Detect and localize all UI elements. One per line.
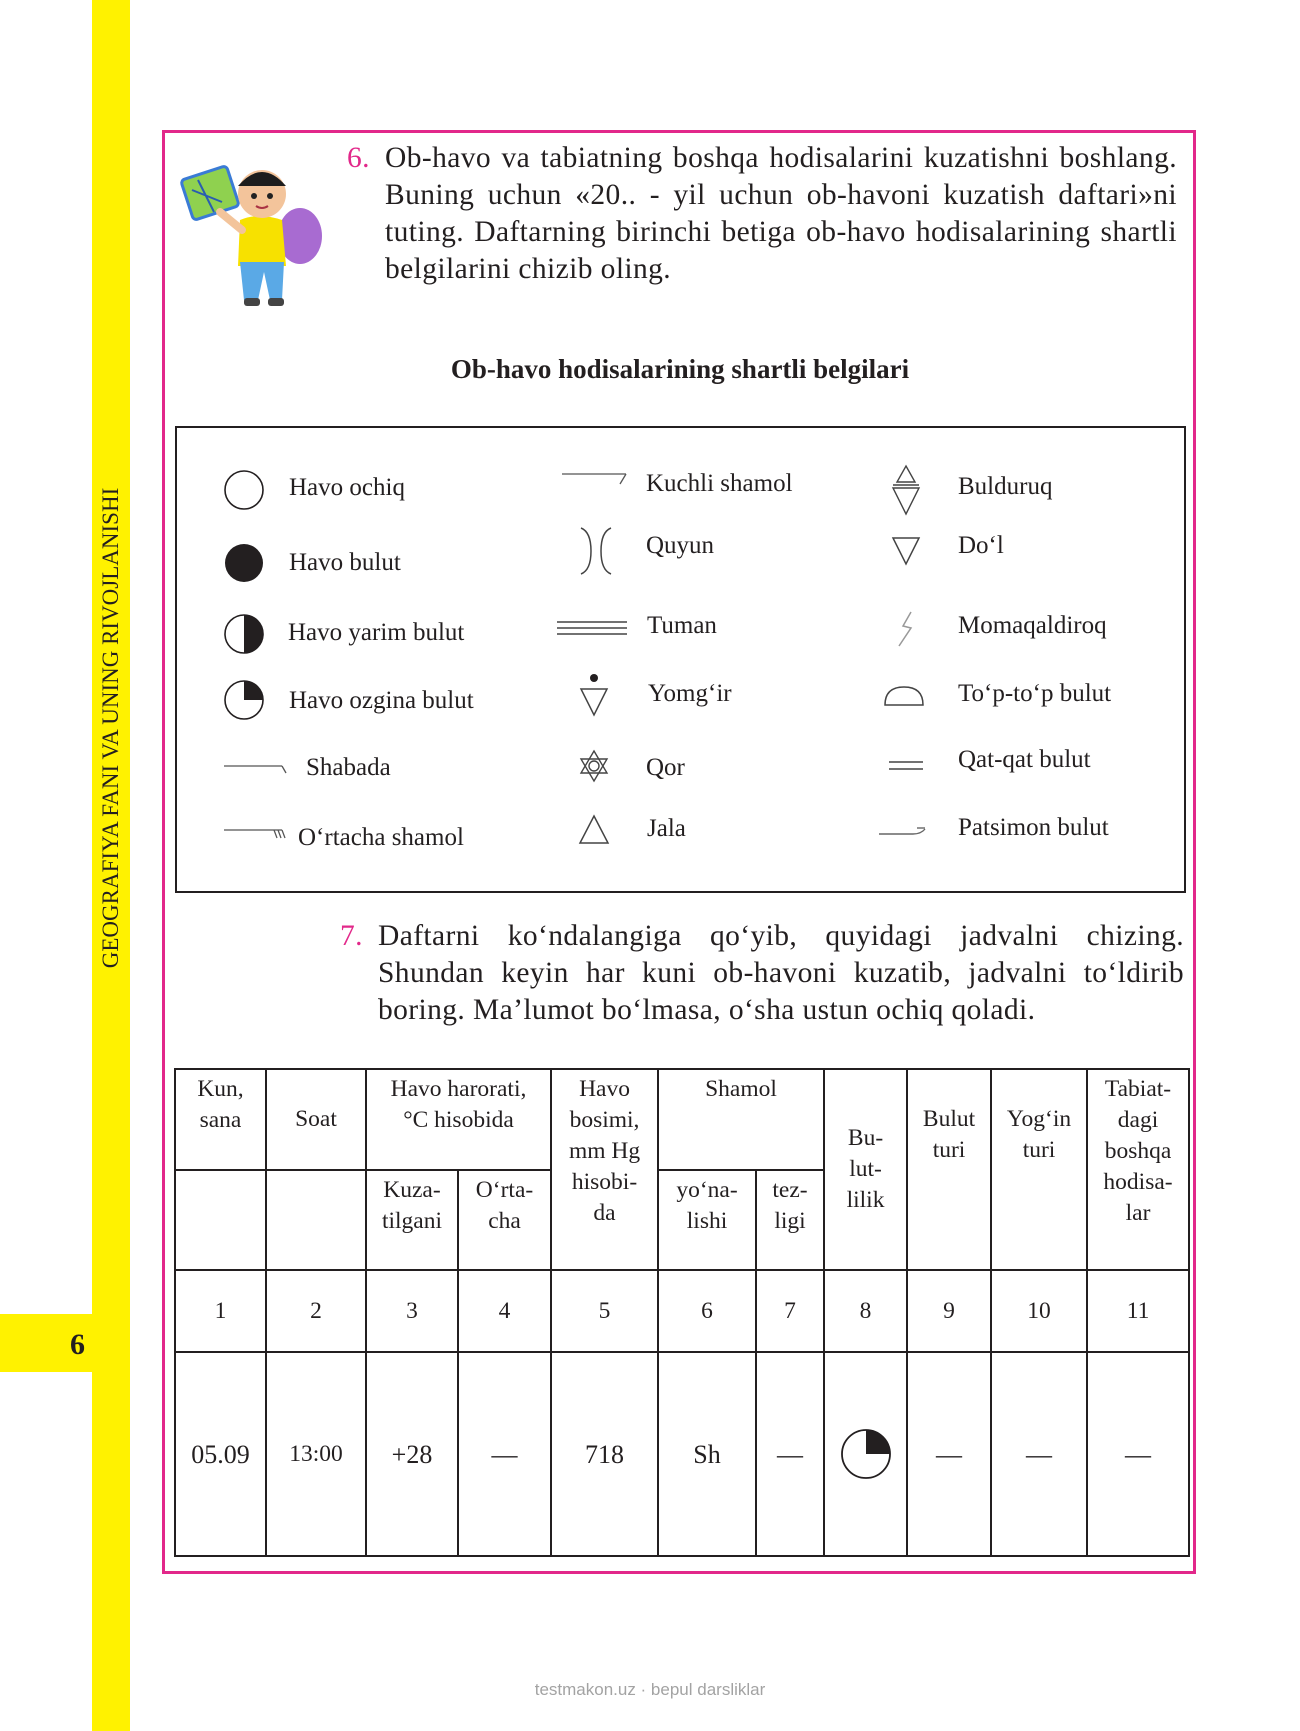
student-illustration	[178, 150, 328, 310]
column-number: 4	[458, 1270, 551, 1352]
header-text: Bulut turi	[922, 1106, 976, 1163]
legend-label: Tuman	[647, 612, 717, 639]
cumulus-icon	[881, 683, 927, 709]
legend-title: Ob-havo hodisalarining shartli belgilari	[450, 354, 910, 384]
moderate-wind-icon	[222, 824, 292, 844]
column-number: 1	[175, 1270, 266, 1352]
hail-icon	[889, 534, 923, 568]
legend-label: Patsimon bulut	[958, 814, 1109, 841]
col-header-direction	[658, 1170, 756, 1270]
column-number: 8	[824, 1270, 907, 1352]
header-text: Soat	[295, 1106, 337, 1132]
header-text: Havo harorati, °C hisobida	[390, 1076, 527, 1133]
col-header-cloud-type	[907, 1069, 991, 1270]
cell-observed-temp: +28	[366, 1352, 458, 1556]
col-header-date	[175, 1069, 266, 1170]
column-number: 2	[266, 1270, 366, 1352]
cell-wind-direction: Sh	[658, 1352, 756, 1556]
whirlwind-icon	[575, 524, 617, 578]
header-text: Bu- lut- lilik	[846, 1125, 885, 1213]
legend-label: Yomg‘ir	[648, 680, 732, 707]
thunder-icon	[889, 608, 923, 650]
slightly-cloudy-icon	[839, 1427, 893, 1481]
clear-sky-icon	[222, 468, 266, 512]
col-header-other-phenomena	[1087, 1069, 1189, 1270]
col-header-time	[266, 1069, 366, 1170]
cell-pressure: 718	[551, 1352, 658, 1556]
legend-label: To‘p-to‘p bulut	[958, 680, 1112, 707]
legend-label: Jala	[647, 815, 686, 842]
half-cloudy-icon	[222, 612, 266, 656]
header-empty	[266, 1170, 366, 1270]
legend-label: Momaqaldiroq	[958, 612, 1107, 639]
column-numbers-row	[175, 1270, 1189, 1352]
header-text: Havo bosimi, mm Hg hisobi- da	[568, 1076, 641, 1226]
legend-label: Do‘l	[958, 532, 1004, 559]
header-empty	[175, 1170, 266, 1270]
observation-table	[174, 1068, 1190, 1557]
task-7-text: Daftarni ko‘ndalangiga qo‘yib, quyidagi jadvalni chizing. Shundan keyin har kuni ob-havoni kuzatib, jadvalni to‘ldirib boring. Ma’lumot bo‘lmasa, o‘sha ustun ochiq qoladi.	[378, 920, 1184, 1026]
task-6	[347, 140, 1177, 288]
col-header-precipitation	[991, 1069, 1087, 1270]
legend-label: O‘rtacha shamol	[298, 824, 464, 851]
header-text: Kuza- tilgani	[381, 1177, 443, 1234]
header-text: Kun, sana	[197, 1076, 244, 1133]
header-text: tez- ligi	[772, 1177, 808, 1234]
col-header-average	[458, 1170, 551, 1270]
page-number: 6	[70, 1328, 85, 1361]
cell-other-phenomena: —	[1087, 1352, 1189, 1556]
chapter-title	[92, 0, 130, 1731]
task-6-number: 6.	[347, 142, 370, 174]
col-header-observed	[366, 1170, 458, 1270]
col-header-temperature	[366, 1069, 551, 1170]
cell-time: 13:00	[266, 1352, 366, 1556]
legend-label: Havo ozgina bulut	[289, 687, 474, 714]
breeze-icon	[222, 758, 292, 778]
column-number: 3	[366, 1270, 458, 1352]
legend-label: Shabada	[306, 754, 391, 781]
page-number-box	[0, 1314, 130, 1372]
legend-label: Qor	[646, 754, 685, 781]
header-text: Tabiat- dagi boshqa hodisa- lar	[1103, 1076, 1173, 1226]
column-number: 6	[658, 1270, 756, 1352]
column-number: 7	[756, 1270, 824, 1352]
column-number: 11	[1087, 1270, 1189, 1352]
cell-average-temp: —	[458, 1352, 551, 1556]
cirrus-icon	[877, 822, 929, 840]
column-number: 9	[907, 1270, 991, 1352]
fog-icon	[555, 618, 629, 638]
col-header-speed	[756, 1170, 824, 1270]
cell-date: 05.09	[175, 1352, 266, 1556]
legend-label: Bulduruq	[958, 473, 1053, 500]
column-number: 10	[991, 1270, 1087, 1352]
column-number: 5	[551, 1270, 658, 1352]
sleet-icon	[889, 464, 923, 516]
cell-wind-speed: —	[756, 1352, 824, 1556]
legend-label: Qat-qat bulut	[958, 746, 1091, 773]
cell-cloudiness	[824, 1352, 907, 1556]
cell-precipitation: —	[991, 1352, 1087, 1556]
rain-icon	[577, 673, 611, 719]
header-text: yo‘na- lishi	[676, 1177, 738, 1234]
header-text: Shamol	[705, 1076, 777, 1102]
cell-cloud-type: —	[907, 1352, 991, 1556]
watermark: testmakon.uz · bepul darsliklar	[534, 1680, 766, 1699]
col-header-cloudiness	[824, 1069, 907, 1270]
header-text: Yog‘in turi	[1006, 1106, 1072, 1163]
task-7	[340, 918, 1184, 1029]
task-7-number: 7.	[340, 920, 363, 952]
legend-label: Quyun	[646, 532, 715, 559]
legend-label: Havo ochiq	[289, 474, 405, 501]
legend-label: Kuchli shamol	[646, 470, 793, 497]
stratus-icon	[886, 758, 926, 774]
legend-label: Havo bulut	[289, 549, 401, 576]
col-header-pressure	[551, 1069, 658, 1270]
table-row	[175, 1352, 1189, 1556]
dew-icon	[577, 813, 611, 847]
overcast-icon	[222, 541, 266, 585]
col-header-wind	[658, 1069, 824, 1170]
header-text: O‘rta- cha	[475, 1177, 534, 1234]
snow-icon	[576, 748, 612, 784]
legend-box	[175, 426, 1186, 893]
chapter-title-text: GEOGRAFIYA FANI VA UNING RIVOJLANISHI	[98, 487, 123, 969]
slightly-cloudy-icon	[222, 678, 266, 722]
task-6-text: Ob-havo va tabiatning boshqa hodisalarini kuzatishni boshlang. Buning uchun «20.. - yil uchun ob-havoni kuzatish daftari»ni tuting. Daftarning birinchi betiga ob-havo hodisalarining shartli belgilarini chizib oling.	[385, 142, 1177, 285]
strong-wind-icon	[560, 470, 630, 490]
legend-label: Havo yarim bulut	[288, 619, 465, 646]
